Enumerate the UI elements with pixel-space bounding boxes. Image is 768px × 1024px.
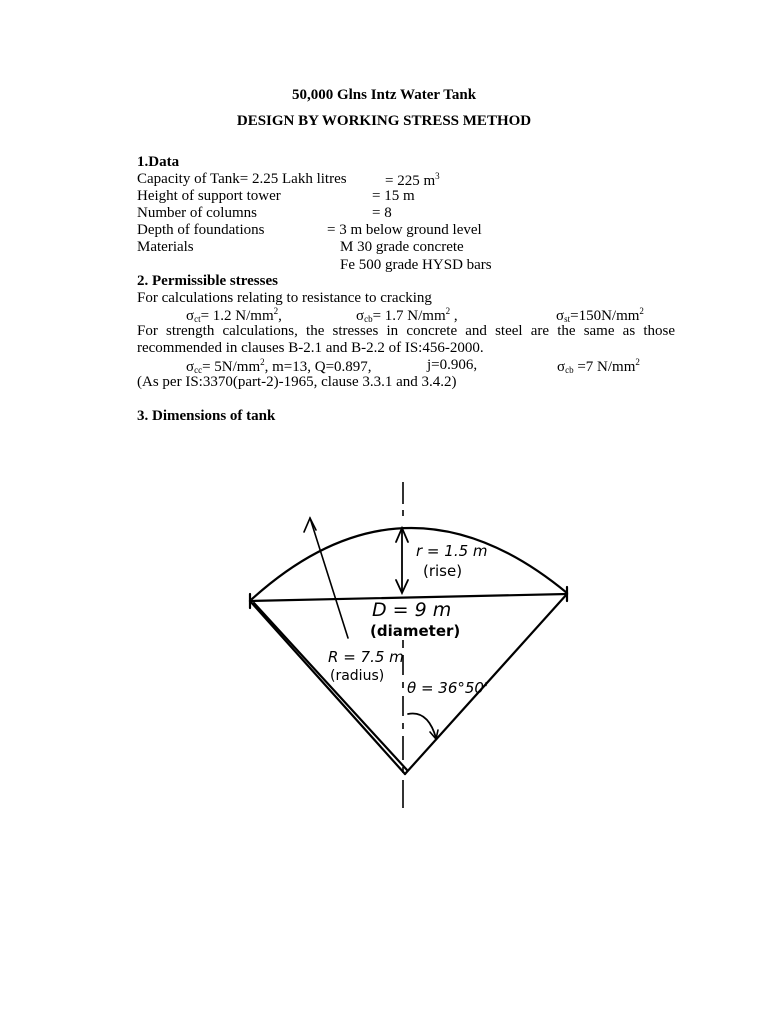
data-row-depth-value: = 3 m below ground level (327, 222, 482, 238)
sigma-st: $\sigma_{st}=150N/mm^2$ (556, 306, 644, 324)
document-title: 50,000 Glns Intz Water Tank (291, 87, 477, 103)
data-row-materials-value: M 30 grade concrete (340, 239, 464, 255)
sigma-cb: $\sigma_{cb}= 1.7$ $N/mm^2$ , (356, 306, 458, 324)
tank-dome-diagram (230, 470, 590, 815)
rise-label: r = 1.5 m (416, 542, 488, 560)
data-row-capacity-label: Capacity of Tank= 2.25 Lakh litres (137, 171, 347, 187)
strength-text-line-2: recommended in clauses B-2.1 and B-2.2 of IS:456-2000. (137, 340, 484, 356)
radius-line (310, 518, 348, 638)
data-heading: 1.Data (137, 154, 180, 170)
sigma-cb-2: $\sigma_{cb} =7$ $N/mm^2$ (557, 357, 640, 375)
is-reference: (As per IS:3370(part-2)-1965, clause 3.3.1 and 3.4.2) (137, 374, 457, 390)
data-row-columns-label: Number of columns (137, 205, 257, 221)
data-row-height-value: = 15 m (372, 188, 415, 204)
data-row-materials-label: Materials (137, 239, 194, 255)
cracking-intro: For calculations relating to resistance to cracking (137, 290, 432, 306)
strength-text-line-1: For strength calculations, the stresses in concrete and steel are the same as those (137, 323, 675, 339)
dimensions-heading: 3. Dimensions of tank (137, 408, 276, 424)
diameter-note: (diameter) (370, 622, 461, 640)
dome-arc (252, 528, 567, 599)
sigma-ct: $\sigma_{ct}= 1.2$ $N/mm^2$, (186, 306, 282, 324)
j-value: j=0.906, (427, 357, 478, 373)
diameter-label: D = 9 m (372, 599, 452, 621)
sigma-cc: $\sigma_{cc}= 5N/mm^2$, m=13, Q=0.897, (186, 357, 372, 375)
data-row-materials-steel: Fe 500 grade HYSD bars (340, 257, 492, 273)
data-row-height-label: Height of support tower (137, 188, 281, 204)
data-row-columns-value: = 8 (372, 205, 392, 221)
radius-note: (radius) (330, 668, 385, 684)
data-row-depth-label: Depth of foundations (137, 222, 265, 238)
radius-label: R = 7.5 m (328, 648, 404, 666)
stresses-heading: 2. Permissible stresses (137, 273, 278, 289)
document-subtitle: DESIGN BY WORKING STRESS METHOD (236, 113, 532, 129)
angle-label: θ = 36°50' (407, 679, 489, 697)
data-row-capacity-value: = 225 $m^3$ (385, 171, 440, 189)
rise-note: (rise) (423, 562, 463, 580)
